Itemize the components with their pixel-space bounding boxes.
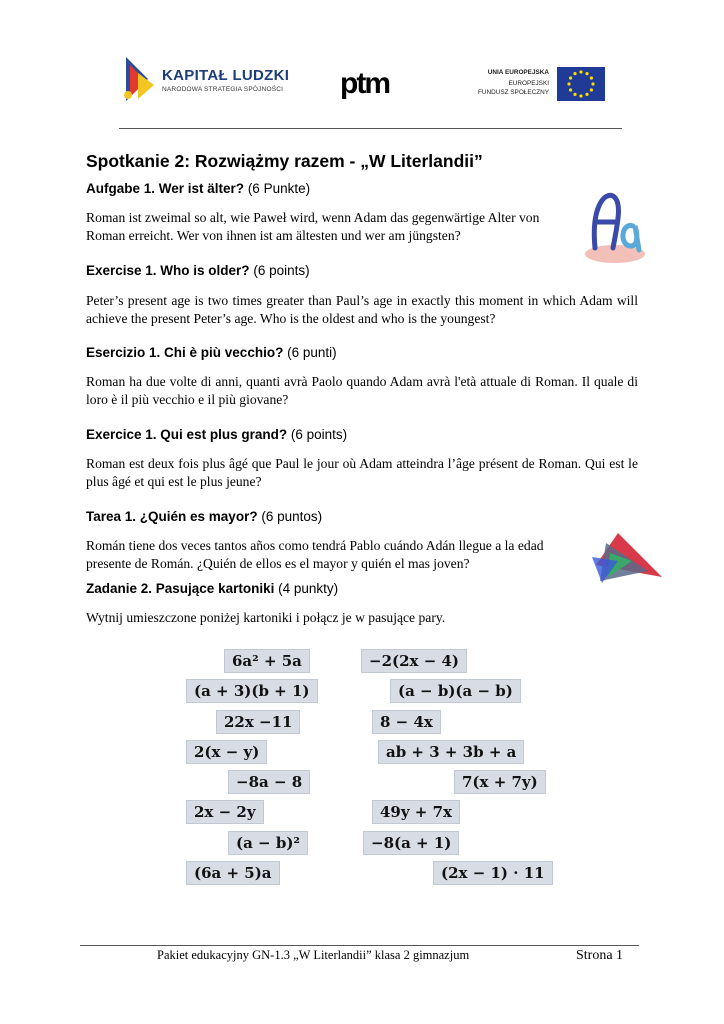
task-text-pl: Wytnij umieszczone poniżej kartoniki i połącz je w pasujące pary. <box>86 610 446 625</box>
card-right[interactable]: −8(a + 1) <box>363 831 459 855</box>
eu-logo <box>479 65 609 105</box>
task-heading-it <box>86 345 337 360</box>
task-heading-es-title: Tarea 1. ¿Quién es mayor? <box>86 509 258 524</box>
card-right[interactable]: 7(x + 7y) <box>454 770 546 794</box>
task-heading-es-points: (6 puntos) <box>261 509 323 524</box>
task-heading-it-points: (6 punti) <box>287 345 337 360</box>
eu-flag-icon <box>557 67 605 101</box>
card-left[interactable]: 22x −11 <box>216 710 300 734</box>
footer-divider <box>80 945 639 946</box>
task-heading-de <box>86 181 310 196</box>
letters-aa-illustration-icon <box>583 186 647 266</box>
kapital-ludzki-logo <box>120 55 290 107</box>
card-left[interactable]: (a − b)² <box>228 831 308 855</box>
task-heading-de-title: Aufgabe 1. Wer ist älter? <box>86 181 245 196</box>
eu-line3: FUNDUSZ SPOŁECZNY <box>477 89 549 96</box>
task-text-it: Roman ha due volte di anni, quanti avrà Paolo quando Adam avrà l'età attuale di Roman. Il quale di loro è il più vecchio e il più giovane? <box>86 374 638 407</box>
card-left[interactable]: 2x − 2y <box>186 800 264 824</box>
kapital-ludzki-title: KAPITAŁ LUDZKI <box>162 67 290 84</box>
kapital-ludzki-emblem-icon <box>120 55 160 105</box>
task-heading-pl-points: (4 punkty) <box>278 581 339 596</box>
task-heading-pl-title: Zadanie 2. Pasujące kartoniki <box>86 581 275 596</box>
task-heading-fr-points: (6 points) <box>290 427 348 442</box>
header-divider <box>119 128 622 129</box>
triangles-illustration-icon <box>588 531 664 587</box>
page-title: Spotkanie 2: Rozwiążmy razem - „W Literlandii” <box>86 151 483 171</box>
task-text-de: Roman ist zweimal so alt, wie Paweł wird, wenn Adam das gegenwärtige Alter von Roman erreicht. Wer von ihnen ist am ältesten und wer am jüngsten? <box>86 210 540 243</box>
card-right[interactable]: ab + 3 + 3b + a <box>378 740 524 764</box>
task-heading-en <box>86 263 310 278</box>
eu-line2: EUROPEJSKI <box>508 80 549 87</box>
task-text-es: Román tiene dos veces tantos años como tendrá Pablo cuándo Adán llegue a la edad presente de Román. ¿Quién de ellos es el mayor y quién el mas joven? <box>86 538 544 571</box>
page-number: Strona 1 <box>576 948 624 963</box>
card-left[interactable]: (a + 3)(b + 1) <box>186 679 318 703</box>
card-left[interactable]: −8a − 8 <box>228 770 310 794</box>
card-left[interactable]: 2(x − y) <box>186 740 267 764</box>
task-heading-fr-title: Exercice 1. Qui est plus grand? <box>86 427 288 442</box>
kapital-ludzki-subtitle: NARODOWA STRATEGIA SPÓJNOŚCI <box>162 86 284 93</box>
card-left[interactable]: 6a² + 5a <box>224 649 310 673</box>
card-right[interactable]: (2x − 1) · 11 <box>433 861 553 885</box>
eu-line1: UNIA EUROPEJSKA <box>487 69 549 76</box>
task-heading-en-points: (6 points) <box>253 263 310 278</box>
card-left[interactable]: (6a + 5)a <box>186 861 280 885</box>
task-heading-es <box>86 509 322 524</box>
task-heading-de-points: (6 Punkte) <box>247 181 311 196</box>
card-right[interactable]: (a − b)(a − b) <box>390 679 521 703</box>
task-text-fr: Roman est deux fois plus âgé que Paul le jour où Adam atteindra l’âge présent de Roman. Qui est le plus âgé et qui est le plus jeune? <box>86 456 638 489</box>
task-heading-en-title: Exercise 1. Who is older? <box>86 263 250 278</box>
card-right[interactable]: 8 − 4x <box>372 710 441 734</box>
task-heading-pl <box>86 581 338 596</box>
ptm-logo <box>340 67 414 101</box>
task-heading-it-title: Esercizio 1. Chi è più vecchio? <box>86 345 284 360</box>
task-text-en: Peter’s present age is two times greater than Paul’s age in exactly this moment in which Adam will achieve the present Peter’s age. Who is the oldest and who is the youngest? <box>86 293 638 326</box>
footer-text: Pakiet edukacyjny GN-1.3 „W Literlandii” klasa 2 gimnazjum <box>157 948 470 962</box>
ptm-logo-text: ptm <box>340 67 389 100</box>
card-right[interactable]: −2(2x − 4) <box>361 649 467 673</box>
task-heading-fr <box>86 427 347 442</box>
card-right[interactable]: 49y + 7x <box>372 800 460 824</box>
